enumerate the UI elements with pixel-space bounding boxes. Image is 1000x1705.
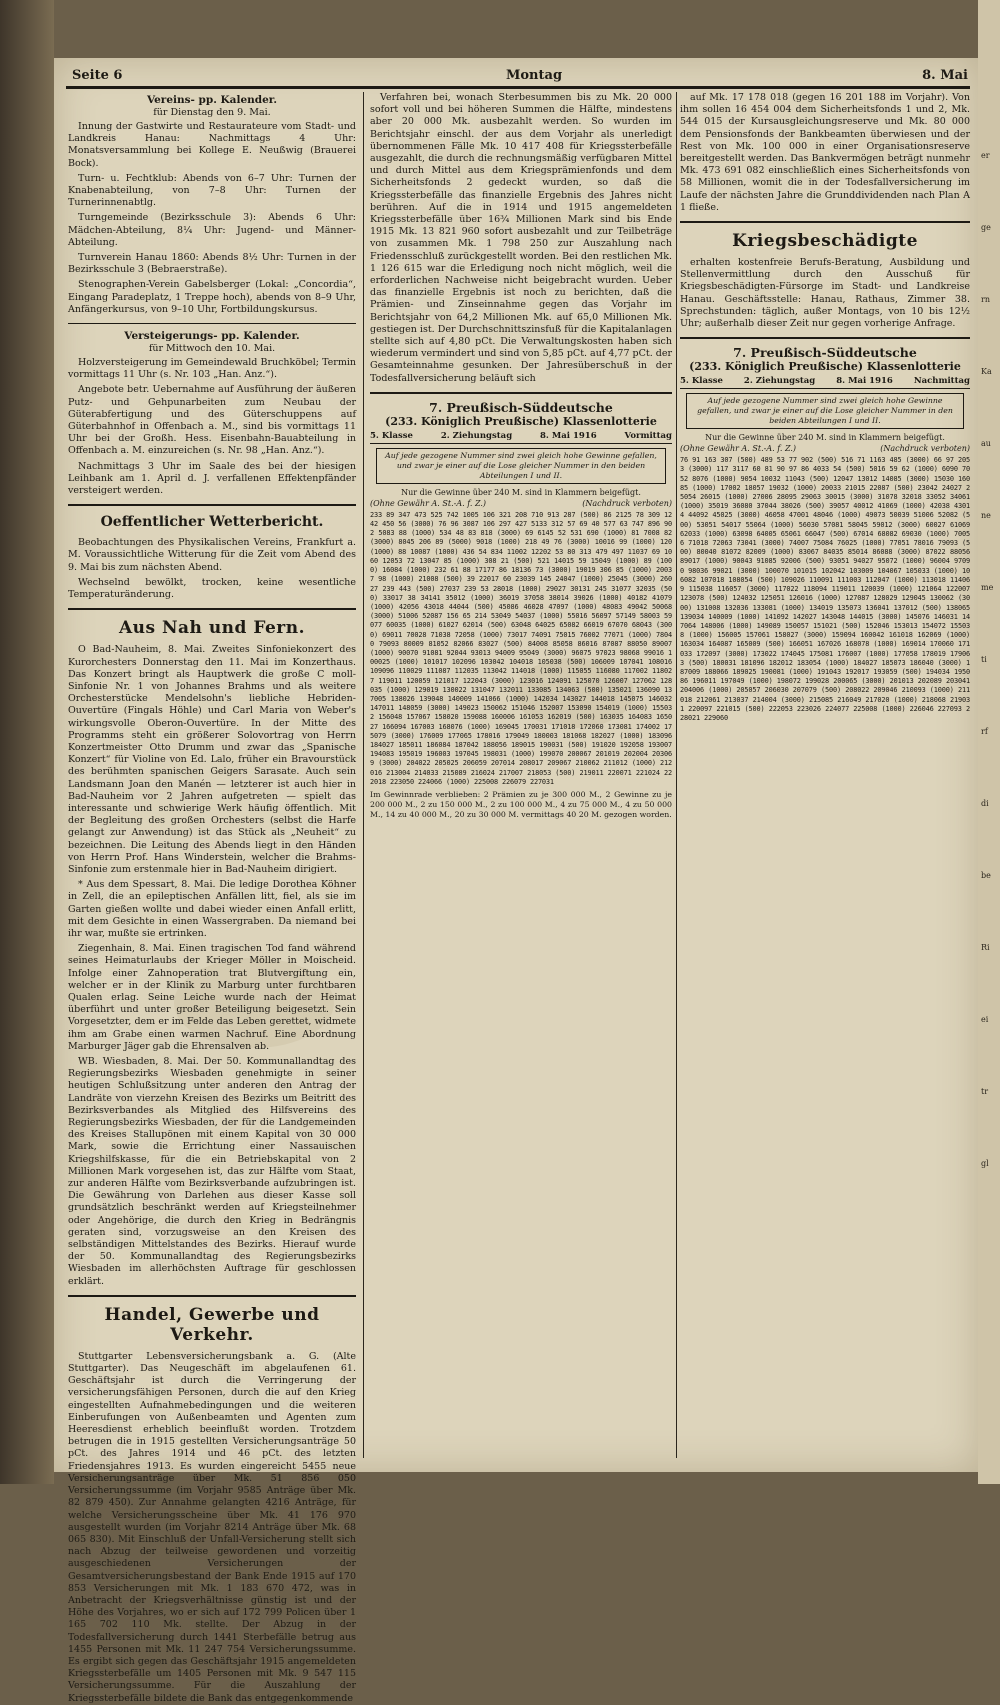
- lottery-disclaimer: [680, 444, 970, 453]
- lottery-no-guarantee: (Ohne Gewähr A. St.-A. f. Z.): [680, 444, 797, 454]
- calendar-entry: Turnverein Hanau 1860: Abends 8½ Uhr: Turnen in der Bezirksschule 3 (Bebraerstraße).: [68, 252, 356, 276]
- lottery-numbers: 76 91 163 307 (500) 489 53 77 902 (500) 516 71 1163 485 (3000) 66 97 2053 (3000) 117 3117 60 81 90 97 86 4033 54 (500) 5016 59 62 (1000) 6090 7052 8076 (1000) 9054 10032 11043 (500) 12047 13012 14085 (3000) 15030 16085 (1000) 17002 18057 19032 (1000) 20033 21015 22087 (500) 23042 24027 25054 26015 (1000) 27006 28095 29063 30015 (3000) 31078 32018 33052 34061 (1000) 35019 36080 37044 38026 (500) 39057 40012 41069 (1000) 42038 43014 44092 45025 (3000) 46058 47001 48046 (1000) 49073 50039 51006 52082 (500) 53051 54017 55064 (1000) 56030 57081 58045 59012 (3000) 60027 61069 62033 (1000) 63098 64005 65061 66047 (500) 67014 68082 69030 (1000) 70056 71018 72063 73041 (3000) 74007 75084 76025 (1000) 77051 78016 79093 (500) 80040 81072 82009 (1000) 83067 84035 85014 86088 (3000) 87022 88056 89017 (1000) 90043 91085 92006 (500) 93051 94027 95072 (1000) 96004 97090 98036 99021 (3000) 100070 101015 102042 103009 104067 105033 (1000) 106082 107018 108054 (500) 109026 110091 111003 112047 (1000) 113018 114069 115038 116057 (3000) 117022 118094 119011 120039 (1000) 121064 122007 123078 (500) 124032 125051 126016 (1000) 127087 128029 129045 130062 (3000) 131008 132036 133081 (1000) 134019 135073 136041 137012 (500) 138065 139034 140009 (1000) 141092 142027 143048 144015 (3000) 145076 146031 147064 148006 (1000) 149089 150057 151021 (500) 152046 153013 154072 155038 (1000) 156005 157061 158027 (3000) 159094 160042 161018 162069 (1000) 163034 164087 165009 (500) 166051 167026 168078 (1000) 169014 170060 171033 172097 (3000) 173022 174045 175081 176007 (1000) 177058 178019 179063 (500) 180031 181096 182012 183054 (1000) 184027 185073 186040 (3000) 187009 188066 189025 190081 (1000) 191043 192017 193059 (500) 194034 195086 196011 197049 (1000) 198072 199028 200065 (3000) 201013 202089 203041 204006 (1000) 205057 206030 207079 (500) 208022 209046 210093 (1000) 211018 212061 213037 214004 (3000) 215085 216049 217020 (1000) 218068 219031 220097 221015 (500) 222053 223026 224077 225008 (1000) 226046 227093 228021 229060: [680, 456, 970, 722]
- weather-report-body: [68, 537, 356, 601]
- lottery-class: 5. Klasse: [370, 430, 413, 441]
- page-left-edge: [0, 0, 54, 1484]
- war-disabled-notice: [680, 257, 970, 330]
- adjacent-page-fragment: er: [981, 151, 990, 160]
- column-rule: [676, 92, 677, 1458]
- adjacent-page-fragment: Ka: [981, 367, 992, 376]
- divider: [680, 221, 970, 223]
- column-middle: [370, 92, 672, 1458]
- divider: [68, 608, 356, 610]
- auction-entry: Nachmittags 3 Uhr im Saale des bei der hiesigen Leihbank am 1. April d. J. verfallenen Effektenpfänder versteigert werden.: [68, 460, 356, 497]
- auction-calendar-list: [68, 357, 356, 497]
- adjacent-page-fragment: rn: [981, 295, 990, 304]
- commerce-body: [68, 1351, 356, 1705]
- calendar-entry: Turngemeinde (Bezirksschule 3): Abends 6 Uhr: Mädchen-Abteilung, 8¼ Uhr: Jugend- und Männer-Abteilung.: [68, 212, 356, 248]
- adjacent-page-fragment: Ri: [981, 943, 990, 952]
- date: 8. Mai: [922, 68, 968, 83]
- adjacent-page-fragment: ne: [981, 511, 991, 520]
- lottery-date: 8. Mai 1916: [540, 430, 597, 441]
- insurance-report-end: [680, 92, 970, 214]
- lottery-notice-box: Auf jede gezogene Nummer sind zwei gleich hohe Gewinne gefallen, und zwar je einer auf die Lose gleicher Nummer in den beiden Abteilungen I und II.: [376, 448, 666, 484]
- adjacent-page-fragment: me: [981, 583, 994, 592]
- weather-paragraph: Beobachtungen des Physikalischen Vereins, Frankfurt a. M. Voraussichtliche Witterung für die Zeit vom Abend des 9. Mai bis zum nächsten Abend.: [68, 537, 356, 573]
- news-item: * Aus dem Spessart, 8. Mai. Die ledige Dorothea Köhner in Zell, die an epileptischen Anfällen litt, fiel, als sie im Garten gießen wollte und dabei wieder einen Anfall erlitt, mit dem Gesichte in einen Wassergraben. Da niemand bei ihr war, mußte sie ertrinken.: [68, 879, 356, 939]
- lottery-subtitle: (233. Königlich Preußische) Klassenlotterie: [385, 414, 657, 428]
- divider: [68, 504, 356, 506]
- commerce-heading: Handel, Gewerbe und Verkehr.: [104, 1304, 320, 1345]
- article-paragraph: auf Mk. 17 178 018 (gegen 16 201 188 im Vorjahr). Von ihm sollen 16 454 004 dem Sicherheitsfonds 1 und 2, Mk. 544 015 der Kursausgleichungsreserve und Mk. 80 000 dem Pensionsfonds der Bankbeamten überwiesen und der Rest von Mk. 100 000 in einer Organisationsreserve bereitgestellt werden. Das Bankvermögen beträgt nunmehr Mk. 473 691 082 einschließlich eines Sicherheitsfonds von 58 Millionen, womit die in der Todesfallversicherung im Laufe der nächsten Jahre die Grunddividenden nach Plan A 1 fließe.: [680, 92, 970, 213]
- divider: [68, 1295, 356, 1297]
- column-left: [68, 92, 356, 1704]
- weather-paragraph: Wechselnd bewölkt, trocken, keine wesentliche Temperaturänderung.: [68, 576, 356, 601]
- lottery-meta: [680, 376, 970, 389]
- lottery-numbers: 233 89 347 473 525 742 1005 106 321 208 710 913 287 (500) 86 2125 78 309 12 42 450 56 (3000) 76 96 3087 106 297 427 5133 312 57 69 40 577 63 747 896 902 5083 88 (1000) 534 48 83 818 (3000) 69 6145 52 531 690 (1000) 81 7008 82 (3000) 8045 206 89 (5000) 9018 (1000) 218 49 76 (3000) 10016 99 (1000) 120 (1000) 88 10087 (1000) 436 54 834 11002 12202 53 80 313 479 497 11037 69 1060 12053 72 13047 85 (1000) 308 21 (500) 521 14015 59 15049 (1000) 89 (1000) 16084 (1000) 232 61 88 17177 86 18136 73 (3000) 19019 306 85 (1000) 20037 98 (1000) 21008 (500) 39 22017 60 23039 145 24047 (1000) 25045 (3000) 26027 239 443 (500) 27037 239 53 28018 (1000) 29027 30131 245 31077 32035 (500) 33017 38 34141 35012 (1000) 36019 37058 38014 39026 (1000) 40182 41079 (1000) 42056 43018 44044 (500) 45086 46028 47097 (1000) 48083 49042 50068 (3000) 51006 52087 156 65 214 53049 54037 (1000) 55016 56097 57149 58003 59077 60035 (1000) 61027 62014 (500) 63048 64025 65082 66019 67070 68043 (3000) 69011 70028 71038 72058 (1000) 73017 74091 75015 76002 77071 (1000) 78040 79093 80009 81052 82066 83027 (500) 84008 85058 86016 87087 88050 89007 (1000) 90070 91081 92044 93013 94009 95049 (3000) 96075 97023 98068 99016 100025 (1000) 101017 102096 103042 104018 105038 (500) 106009 107041 108016 109096 110029 111087 112035 113042 114018 (1000) 115055 116080 117002 118027 119011 120059 121017 122043 (3000) 123016 124091 125070 126007 127062 128035 (1000) 129019 130022 131047 132011 133085 134063 (500) 135021 136090 137005 138026 139048 140009 141066 (1000) 142034 143027 144018 145075 146032 147011 148059 (3000) 149023 150062 151046 152007 153090 154019 (1000) 155032 156048 157067 158020 159088 160006 161053 162019 (500) 163035 164083 165027 166094 167003 168076 (1000) 169045 170031 171018 172060 173081 174002 175079 (3000) 176009 177065 178016 179049 180003 181068 182027 (1000) 183096 184027 185011 186084 187042 188056 189015 190031 (500) 191020 192058 193007 194083 195019 196003 197045 198031 (1000) 199070 200067 201019 202004 203069 (3000) 204022 205025 206059 207014 208017 209067 210062 211012 (1000) 212016 213004 214033 215089 216024 217007 218053 (500) 219011 220071 221024 222018 223050 224066 (1000) 225008 226079 227031: [370, 510, 672, 786]
- adjacent-page-fragment: rf: [981, 727, 988, 736]
- lottery-note: Nur die Gewinne über 240 M. sind in Klammern beigefügt.: [401, 487, 641, 497]
- adjacent-page-fragment: au: [981, 439, 991, 448]
- page-number: Seite 6: [72, 68, 123, 83]
- lottery-footnote: Im Gewinnrade verblieben: 2 Prämien zu je 300 000 M., 2 Gewinne zu je 200 000 M., 2 zu 150 000 M., 2 zu 100 000 M., 4 zu 75 000 M., 4 zu 50 000 M., 14 zu 40 000 M., 20 zu 30 000 M. vermittags 40 20 M. gezogen worden.: [370, 789, 672, 819]
- lottery-meta: [370, 431, 672, 444]
- article-paragraph: Verfahren bei, wonach Sterbesummen bis zu Mk. 20 000 sofort voll und bei höheren Summen die Hälfte, mindestens aber 20 000 Mk. ausbezahlt werden. So wurden im Berichtsjahr einschl. der aus dem Vorjahr als unerledigt übernommenen Fälle Mk. 10 417 408 für Kriegssterbefälle ausgezahlt, die durch die rechnungsmäßig verfügbaren Mittel und durch Mittel aus dem Kriegsprämienfonds und dem Sicherheitsfonds 2 gedeckt wurden, so daß die Kriegssterbefälle das finanzielle Ergebnis des Jahres nicht berühren. Auf die in 1914 und 1915 angemeldeten Kriegssterbefälle über 16¾ Millionen Mark sind bis Ende 1915 Mk. 13 821 960 sofort ausbezahlt und zur Teilbeträge von zusammen Mk. 1 798 250 zur Auszahlung nach Friedensschluß zurückgestellt worden. Bei den restlichen Mk. 1 126 615 war die Erledigung noch nicht möglich, weil die erforderlichen Nachweise nicht beigebracht wurden. Ueber das finanzielle Ergebnis ist noch zu berichten, daß die Prämien- und Zinseinnahme gegen das Vorjahr im Berichtsjahr von 64,2 Millionen Mk. auf 65,0 Millionen Mk. gestiegen ist. Der Durchschnittszinsfuß für die Kapitalanlagen stellte sich auf 4,80 pCt. Die Verwaltungskosten haben sich wiederum vermindert und sind von 5,85 pCt. auf 4,77 pCt. der Gesamteinnahme gesunken. Der Jahresüberschuß in der Todesfallversicherung beläuft sich: [370, 92, 672, 384]
- column-rule: [363, 92, 364, 1458]
- lottery-note: Nur die Gewinne über 240 M. sind in Klammern beigefügt.: [705, 433, 945, 443]
- divider: [680, 337, 970, 339]
- auction-calendar-date: für Mittwoch den 10. Mai.: [148, 343, 276, 355]
- auction-entry: Holzversteigerung im Gemeindewald Bruchköbel; Termin vormittags 11 Uhr (s. Nr. 103 „Han. Anz.“).: [68, 357, 356, 381]
- adjacent-page-fragment: gl: [981, 1159, 989, 1168]
- adjacent-page-fragment: tr: [981, 1087, 989, 1096]
- lottery-session: Nachmittag: [913, 376, 970, 387]
- calendar-entry: Stenographen-Verein Gabelsberger (Lokal: „Concordia“, Eingang Paradeplatz, 1 Treppe hoch), abends von 8–9 Uhr, Anfängerkursus, von 9–10 Uhr, Fortbildungskursus.: [68, 279, 356, 315]
- adjacent-page-fragment: be: [981, 871, 991, 880]
- calendar-entry: Turn- u. Fechtklub: Abends von 6–7 Uhr: Turnen der Knabenabteilung, von 7–8 Uhr: Turnen der Turnerinnenabtlg.: [68, 172, 356, 209]
- lottery-disclaimer: [370, 499, 672, 508]
- lottery-drawing-day: 2. Ziehungstag: [440, 430, 513, 441]
- lottery-notice-box: Auf jede gezogene Nummer sind zwei gleich hohe Gewinne gefallen, und zwar je einer auf die Lose gleicher Nummer in den beiden Abteilungen I und II.: [686, 393, 964, 429]
- lottery-session: Vormittag: [624, 430, 672, 441]
- adjacent-page-fragment: ei: [981, 1015, 989, 1024]
- vereins-calendar-date: für Dienstag den 9. Mai.: [153, 107, 271, 118]
- lottery-title: 7. Preußisch-Süddeutsche: [733, 345, 917, 361]
- lottery-class: 5. Klasse: [680, 376, 723, 387]
- local-news-body: [68, 644, 356, 1288]
- divider: [68, 323, 356, 324]
- insurance-report-continued: [370, 92, 672, 385]
- lottery-no-reprint: (Nachdruck verboten): [880, 444, 970, 454]
- commerce-paragraph: Stuttgarter Lebensversicherungsbank a. G. (Alte Stuttgarter). Das Neugeschäft im abgelaufenen 61. Geschäftsjahr ist durch die Verringerung der versicherungsfähigen Personen, durch die auf den Krieg eingestellten Aufnahmebedingungen und die weiteren Einberufungen von Außenbeamten und Agenten zum Heeresdienst erheblich beeinflußt worden. Trotzdem betrugen die in 1915 gestellten Versicherungsanträge 50 pCt. des Jahres 1914 und 46 pCt. des letzten Friedensjahres 1913. Es wurden eingereicht 5455 neue Versicherungsanträge über Mk. 51 856 050 Versicherungssumme (im Vorjahr 9585 Anträge über Mk. 82 879 450). Zur Annahme gelangten 4216 Anträge, für welche Versicherungsscheine über Mk. 41 176 970 ausgestellt wurden (im Vorjahr 8214 Anträge über Mk. 68 065 830). Mit Einschluß der Unfall-Versicherung stellt sich nach Abzug der teilweise gewordenen und vorzeitig ausgeschiedenen Versicherungen der Gesamtversicherungsbestand der Bank Ende 1915 auf 170 853 Versicherungen mit Mk. 1 183 670 472, was in Anbetracht der Kriegsverhältnisse günstig ist und der Höhe des Vorjahres, wo er sich auf 172 799 Policen über 1 165 702 110 Mk. stellte. Der Abzug in der Todesfallversicherung durch 1441 Sterbefälle betrug aus 1455 Personen mit Mk. 11 247 754 Versicherungssumme. Es ergibt sich gegen das Geschäftsjahr 1915 angemeldeten Kriegssterbefälle um 1405 Personen mit Mk. 9 547 115 Versicherungssumme. Für die Auszahlung der Kriegssterbefälle bildete die Bank das entgegenkommende: [68, 1350, 356, 1704]
- lottery-no-guarantee: (Ohne Gewähr A. St.-A. f. Z.): [370, 498, 487, 508]
- divider: [370, 392, 672, 394]
- auction-entry: Angebote betr. Uebernahme auf Ausführung der äußeren Putz- und Gehpunarbeiten zum Neubau der Güterabfertigung und des Güterschuppens auf Güterbahnhof in Offenbach a. M., sind bis vormittags 11 Uhr bei der Großh. Hess. Eisenbahn-Bauabteilung in Offenbach a. M. einzureichen (s. Nr. 98 „Han. Anz.“).: [68, 384, 356, 457]
- lottery-subtitle: (233. Königlich Preußische) Klassenlotterie: [689, 360, 961, 374]
- lottery-date: 8. Mai 1916: [836, 376, 893, 387]
- adjacent-page-fragment: di: [981, 799, 989, 808]
- vereins-calendar-list: [68, 121, 356, 316]
- weather-report-heading: Oeffentlicher Wetterbericht.: [100, 514, 324, 531]
- lottery-drawing-day: 2. Ziehungstag: [743, 376, 816, 387]
- page-header: [66, 66, 970, 89]
- column-right: [680, 92, 970, 1458]
- vereins-calendar-title: Vereins- pp. Kalender.: [146, 94, 278, 106]
- news-item: WB. Wiesbaden, 8. Mai. Der 50. Kommunallandtag des Regierungsbezirks Wiesbaden genehmigte in seiner heutigen Schlußsitzung unter anderen den Antrag der Landräte von vierzehn Kreisen des Bezirks um Beitritt des Bezirksverbandes als Mitglied des Hilfsvereins des Regierungsbezirks Wiesbaden, der für die Landgemeinden des Kreises Stallupönen mit einem Kapital von 30 000 Mark, sowie die Errichtung einer Nassauischen Kriegshilfskasse, für die ein Betriebskapital von 2 Millionen Mark vorgesehen ist, das zur Hälfte vom Staat, zur anderen Hälfte vom Bezirksverbande aufzubringen ist. Die Gewährung von Darlehen aus dieser Kasse soll grundsätzlich beschränkt werden auf Kriegsteilnehmer oder Angehörige, die durch den Krieg in Bedrängnis geraten sind, vorzugsweise an den Kreisen des selbständigen Mittelstandes des Bezirks. Hierauf wurde der 50. Kommunallandtag des Regierungsbezirks Wiesbaden im allerhöchsten Auftrage für geschlossen erklärt.: [68, 1056, 356, 1287]
- news-item: Ziegenhain, 8. Mai. Einen tragischen Tod fand während seines Heimaturlaubs der Krieger Möller in Moischeid. Infolge einer Zahnoperation trat Blutvergiftung ein, welcher er in der Klinik zu Marburg unter furchtbaren Qualen erlag. Seine Leiche wurde nach der Heimat überführt und unter großer Beteiligung beigesetzt. Sein Vorgesetzter, dem er im Felde das Leben gerettet, widmete ihm am Grabe einen warmen Nachruf. Eine Abordnung Marburger Jäger gab die Ehrensalven ab.: [68, 943, 356, 1052]
- adjacent-page-fragment: ge: [981, 223, 991, 232]
- adjacent-page-fragment: ti: [981, 655, 987, 664]
- war-disabled-heading: Kriegsbeschädigte: [732, 231, 918, 252]
- weekday: Montag: [506, 68, 563, 83]
- auction-calendar-title: Versteigerungs- pp. Kalender.: [124, 330, 300, 343]
- notice-paragraph: erhalten kostenfreie Berufs-Beratung, Ausbildung und Stellenvermittlung durch den Ausschuß für Kriegsbeschädigten-Fürsorge im Stadt- und Landkreise Hanau. Geschäftsstelle: Hanau, Rathaus, Zimmer 38. Sprechstunden: täglich, außer Montags, von 10 bis 12½ Uhr; außerhalb dieser Zeit nur gegen vorherige Anfrage.: [680, 257, 970, 330]
- adjacent-page-strip: [978, 0, 1000, 1484]
- news-item: O Bad-Nauheim, 8. Mai. Zweites Sinfoniekonzert des Kurorchesters Donnerstag den 11. Mai im Konzerthaus. Das Konzert bringt als Hauptwerk die große C moll-Sinfonie Nr. 1 von Johannes Brahms und als weitere Orchesterstücke Mendelsohn's liebliche Hebriden-Ouvertüre (Fingals Höhle) und Carl Maria von Weber's wirkungsvolle Oberon-Ouvertüre. In der Mitte des Programms steht ein größerer Solovortrag von Herrn Konzertmeister Otto Drumm und zwar das „Spanische Konzert“ für Violine von Ed. Lalo, früher ein Bravourstück des berühmten spanischen Geigers Sarasate. Auch sein Landsmann Joan den Manén — letzterer ist auch hier in Bad-Nauheim vor 2 Jahren aufgetreten — spielt das interessante und schwierige Werk häufig öffentlich. Mit der Begleitung des großen Orchesters (selbst die Harfe gelangt zur Anwendung) ist das Stück als „Neuheit“ zu bezeichnen. Die Leitung des Abends liegt in den Händen von Herrn Prof. Hans Winderstein, welcher die Brahms-Sinfonie zum erstenmale hier in Bad-Nauheim dirigiert.: [68, 644, 356, 875]
- lottery-title: 7. Preußisch-Süddeutsche: [429, 399, 613, 415]
- calendar-entry: Innung der Gastwirte und Restaurateure vom Stadt- und Landkreis Hanau: Nachmittags 4 Uhr: Monatsversammlung bei Kollege E. Neußwig (Brauerei Bock).: [68, 121, 356, 169]
- lottery-no-reprint: (Nachdruck verboten): [582, 498, 672, 508]
- local-news-heading: Aus Nah und Fern.: [118, 618, 306, 639]
